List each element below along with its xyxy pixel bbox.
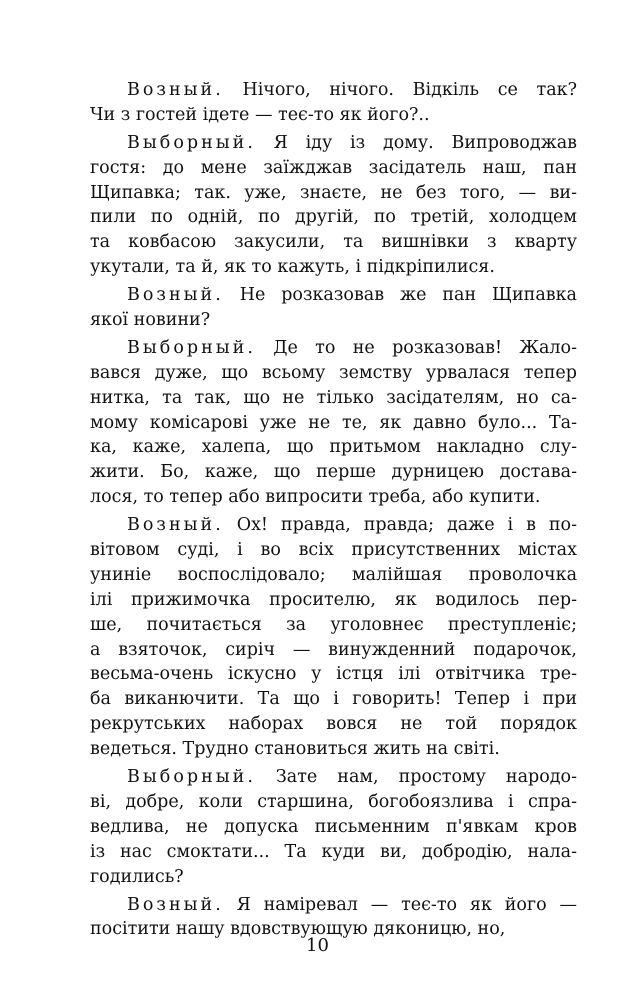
text-line: вітовом суді, і во всіх присутственних містах bbox=[90, 540, 577, 561]
speaker-name: Возный. bbox=[127, 894, 224, 915]
dialogue-paragraph bbox=[90, 78, 577, 128]
text-line: пили по одній, по другій, по третій, холодцем bbox=[90, 207, 577, 228]
text-line bbox=[90, 513, 577, 538]
text-line: гостя: до мене заїжджав засідатель наш, пан bbox=[90, 157, 577, 178]
text-line: ка, каже, халепа, що притьмом накладно слу- bbox=[90, 437, 577, 458]
speech-text: Я іду із дому. Випроводжав bbox=[273, 132, 577, 153]
speech-text: Зате нам, простому народо- bbox=[275, 767, 577, 788]
text-line bbox=[90, 893, 577, 918]
text-line bbox=[90, 336, 577, 361]
text-line: Чи з гостей ідете — теє-то як його?.. bbox=[90, 104, 430, 125]
dialogue-paragraph bbox=[90, 765, 577, 889]
text-line: рекрутських наборах вовся не той порядок bbox=[90, 714, 577, 735]
text-line: ведлива, не допуска письменним п'явкам кров bbox=[90, 816, 577, 837]
speaker-name: Выборный. bbox=[127, 767, 256, 788]
speaker-name: Выборный. bbox=[127, 132, 256, 153]
text-line: із нас смоктати... Та куди ви, добродію, нала- bbox=[90, 841, 577, 862]
text-line: ба виканючити. Та що і говорить! Тепер і при bbox=[90, 689, 577, 710]
speech-text: Не розказовав же пан Щипавка bbox=[239, 285, 577, 306]
speech-text: Де то не розказовав! Жало- bbox=[273, 337, 577, 358]
text-line: унинiе воспослідовало; малійшая проволочка bbox=[90, 564, 577, 585]
text-line: весьма-очень іскусно у істця ілі отвітчика тре- bbox=[90, 664, 577, 685]
text-line: якої новини? bbox=[90, 310, 211, 331]
text-line: ві, добре, коли старшина, богобоязлива і спра- bbox=[90, 791, 577, 812]
text-line bbox=[90, 131, 577, 156]
text-line: укутали, та й, як то кажуть, і підкріпилися. bbox=[90, 257, 495, 278]
dialogue-text bbox=[90, 78, 577, 945]
speech-text: Я наміревал — теє-то як його — bbox=[236, 894, 577, 915]
text-line: мому комісарові уже не те, як давно було... Та- bbox=[90, 412, 577, 433]
text-line: годились? bbox=[90, 866, 184, 887]
text-line: та ковбасою закусили, та вишнівки з кварту bbox=[90, 232, 577, 253]
text-line: ведеться. Трудно становиться жить на світі. bbox=[90, 739, 500, 760]
speaker-name: Возный. bbox=[127, 285, 224, 306]
speech-text: Ох! правда, правда; даже і в по- bbox=[236, 515, 577, 536]
text-line: посітити нашу вдовствующую дяконицю, но, bbox=[90, 919, 506, 940]
speaker-name: Возный. bbox=[127, 515, 224, 536]
text-line: ше, почитається за уголовнеє преступленіє; bbox=[90, 614, 577, 635]
text-line bbox=[90, 78, 577, 103]
dialogue-paragraph bbox=[90, 336, 577, 510]
text-line bbox=[90, 283, 577, 308]
text-line bbox=[90, 765, 577, 790]
text-line: а взяточок, сиріч — винужденний подарочок, bbox=[90, 639, 577, 660]
speaker-name: Возный. bbox=[127, 80, 224, 100]
page-number: 10 bbox=[306, 935, 329, 956]
text-line: жити. Бо, каже, що перше дурницею достава- bbox=[90, 462, 577, 483]
text-line: вався дуже, що всьому земству урвалася тепер bbox=[90, 362, 577, 383]
speech-text: Нічого, нічого. Відкіль се так? bbox=[242, 80, 577, 100]
text-line: лося, то тепер або випросити треба, або купити. bbox=[90, 487, 541, 508]
text-line: Щипавка; так. уже, знаєте, не без того, — ви- bbox=[90, 182, 577, 203]
text-line: ілі прижимочка просителю, як водилось пер- bbox=[90, 589, 577, 610]
text-line: нитка, та так, що не тілько засідателям, но са- bbox=[90, 387, 577, 408]
speaker-name: Выборный. bbox=[127, 337, 256, 358]
dialogue-paragraph bbox=[90, 283, 577, 333]
dialogue-paragraph bbox=[90, 513, 577, 762]
dialogue-paragraph bbox=[90, 131, 577, 280]
